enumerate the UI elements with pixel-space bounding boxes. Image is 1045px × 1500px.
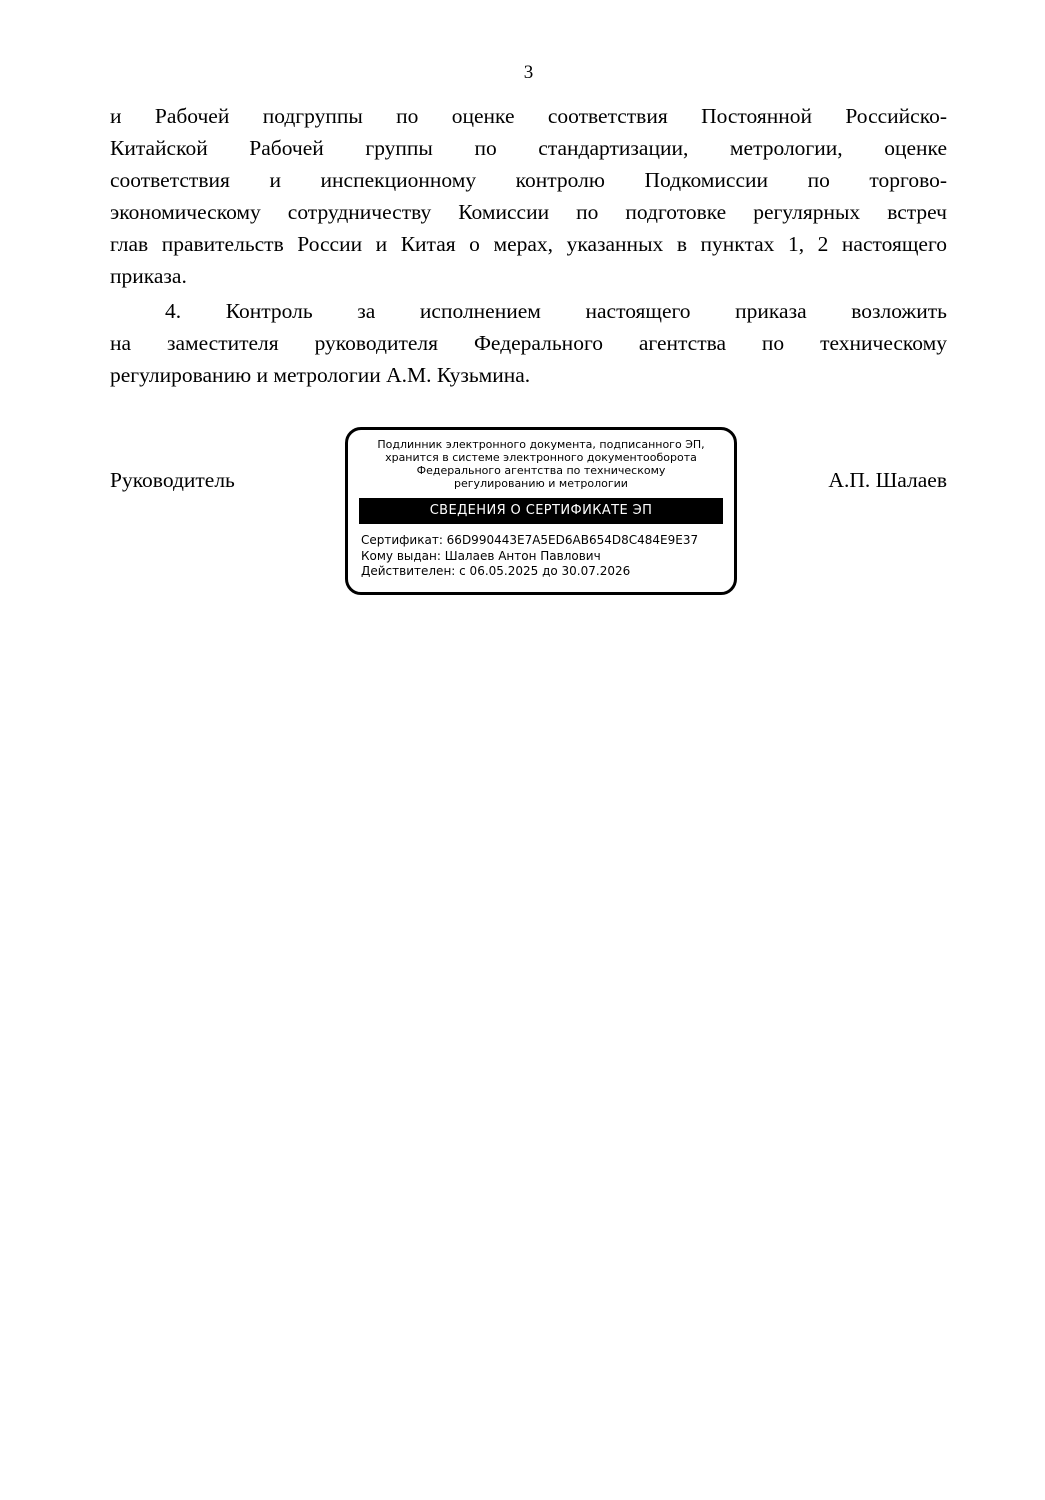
paragraph-line: соответствия и инспекционному контролю Подкомиссии по торгово-	[110, 168, 947, 192]
paragraph-line: 4. Контроль за исполнением настоящего приказа возложить	[165, 299, 947, 323]
paragraph-line: на заместителя руководителя Федерального агентства по техническому	[110, 331, 947, 355]
paragraph-line: приказа.	[110, 264, 187, 288]
paragraph-line: Китайской Рабочей группы по стандартизации, метрологии, оценке	[110, 136, 947, 160]
document-body	[110, 100, 947, 391]
stamp-certificate-details	[361, 533, 722, 580]
electronic-signature-stamp	[345, 427, 737, 595]
stamp-header-line: регулированию и метрологии	[454, 477, 628, 490]
stamp-header	[354, 438, 728, 490]
certificate-number-line: Сертификат: 66D990443E7A5ED6AB654D8C484E9E37	[361, 533, 699, 547]
validity-line: Действителен: с 06.05.2025 до 30.07.2026	[361, 564, 631, 578]
paragraph-line: глав правительств России и Китая о мерах, указанных в пунктах 1, 2 настоящего	[110, 232, 947, 256]
signature-name: А.П. Шалаев	[828, 468, 947, 492]
stamp-header-line: Федерального агентства по техническому	[416, 464, 666, 477]
certificate-info-bar: СВЕДЕНИЯ О СЕРТИФИКАТЕ ЭП	[359, 498, 723, 524]
paragraph-line: экономическому сотрудничеству Комиссии по подготовке регулярных встреч	[110, 200, 947, 224]
issued-to-line: Кому выдан: Шалаев Антон Павлович	[361, 548, 601, 563]
signature-position-label: Руководитель	[110, 468, 235, 492]
stamp-header-line: Подлинник электронного документа, подписанного ЭП,	[377, 438, 705, 451]
paragraph-line: регулированию и метрологии А.М. Кузьмина.	[110, 363, 531, 387]
stamp-header-line: хранится в системе электронного документооборота	[385, 451, 697, 464]
page-number: 3	[523, 62, 534, 83]
paragraph-line: и Рабочей подгруппы по оценке соответствия Постоянной Российско-	[110, 104, 947, 128]
